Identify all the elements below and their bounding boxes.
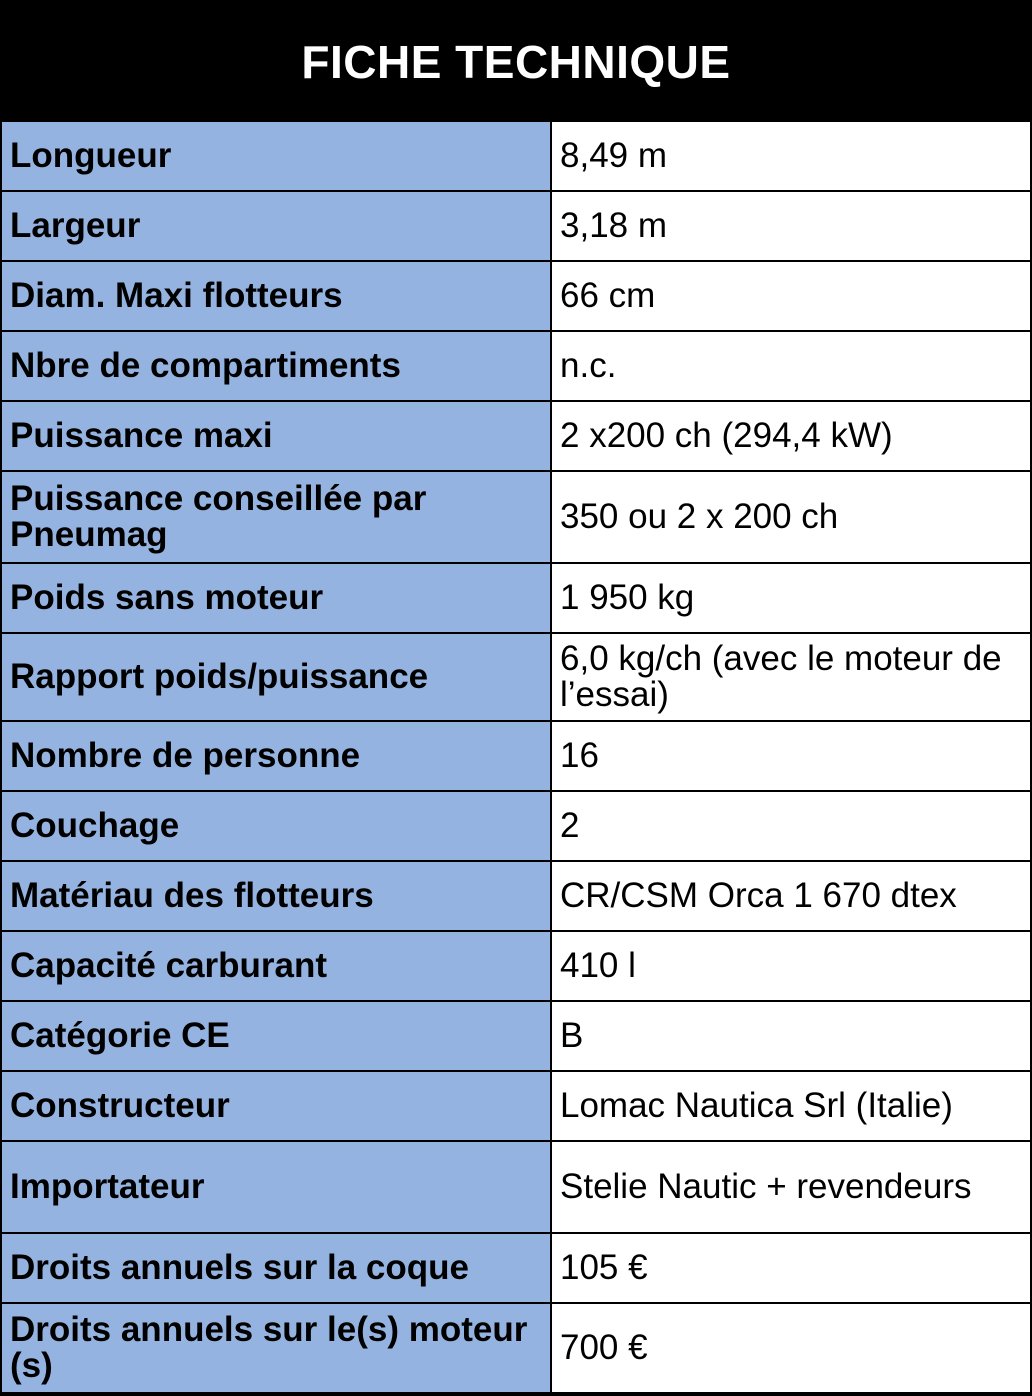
table-row <box>2 862 1030 932</box>
row-label: Couchage <box>2 792 552 860</box>
row-value: Lomac Nautica Srl (Italie) <box>552 1072 1030 1140</box>
row-value: 2 x200 ch (294,4 kW) <box>552 402 1030 470</box>
row-value: B <box>552 1002 1030 1070</box>
row-value: CR/CSM Orca 1 670 dtex <box>552 862 1030 930</box>
row-label: Rapport poids/puissance <box>2 634 552 720</box>
row-label: Longueur <box>2 122 552 190</box>
row-value: 6,0 kg/ch (avec le moteur de l’essai) <box>552 634 1030 720</box>
row-value: n.c. <box>552 332 1030 400</box>
row-label: Matériau des flotteurs <box>2 862 552 930</box>
table-row <box>2 192 1030 262</box>
row-value: 8,49 m <box>552 122 1030 190</box>
table-row <box>2 1072 1030 1142</box>
row-value: 350 ou 2 x 200 ch <box>552 472 1030 562</box>
row-label: Catégorie CE <box>2 1002 552 1070</box>
table-row <box>2 262 1030 332</box>
spec-table <box>2 122 1030 1394</box>
row-label: Nombre de personne <box>2 722 552 790</box>
row-value: 16 <box>552 722 1030 790</box>
row-label: Importateur <box>2 1142 552 1232</box>
row-label: Puissance conseillée par Pneumag <box>2 472 552 562</box>
row-label: Puissance maxi <box>2 402 552 470</box>
row-value: 2 <box>552 792 1030 860</box>
row-value: 410 l <box>552 932 1030 1000</box>
row-value: 1 950 kg <box>552 564 1030 632</box>
row-label: Constructeur <box>2 1072 552 1140</box>
table-row <box>2 1234 1030 1304</box>
row-label: Diam. Maxi flotteurs <box>2 262 552 330</box>
row-label: Capacité carburant <box>2 932 552 1000</box>
row-label: Poids sans moteur <box>2 564 552 632</box>
row-value: 66 cm <box>552 262 1030 330</box>
table-row <box>2 1142 1030 1234</box>
row-label: Nbre de compartiments <box>2 332 552 400</box>
table-row <box>2 932 1030 1002</box>
table-row <box>2 472 1030 564</box>
table-row <box>2 792 1030 862</box>
row-value: 105 € <box>552 1234 1030 1302</box>
row-label: Droits annuels sur le(s) moteur (s) <box>2 1304 552 1392</box>
row-label: Droits annuels sur la coque <box>2 1234 552 1302</box>
table-row <box>2 1002 1030 1072</box>
sheet-title: FICHE TECHNIQUE <box>2 2 1030 122</box>
table-row <box>2 1304 1030 1394</box>
table-row <box>2 722 1030 792</box>
row-value: Stelie Nautic + revendeurs <box>552 1142 1030 1232</box>
table-row <box>2 634 1030 722</box>
row-label: Largeur <box>2 192 552 260</box>
row-value: 3,18 m <box>552 192 1030 260</box>
table-row <box>2 122 1030 192</box>
table-row <box>2 402 1030 472</box>
table-row <box>2 564 1030 634</box>
table-row <box>2 332 1030 402</box>
row-value: 700 € <box>552 1304 1030 1392</box>
